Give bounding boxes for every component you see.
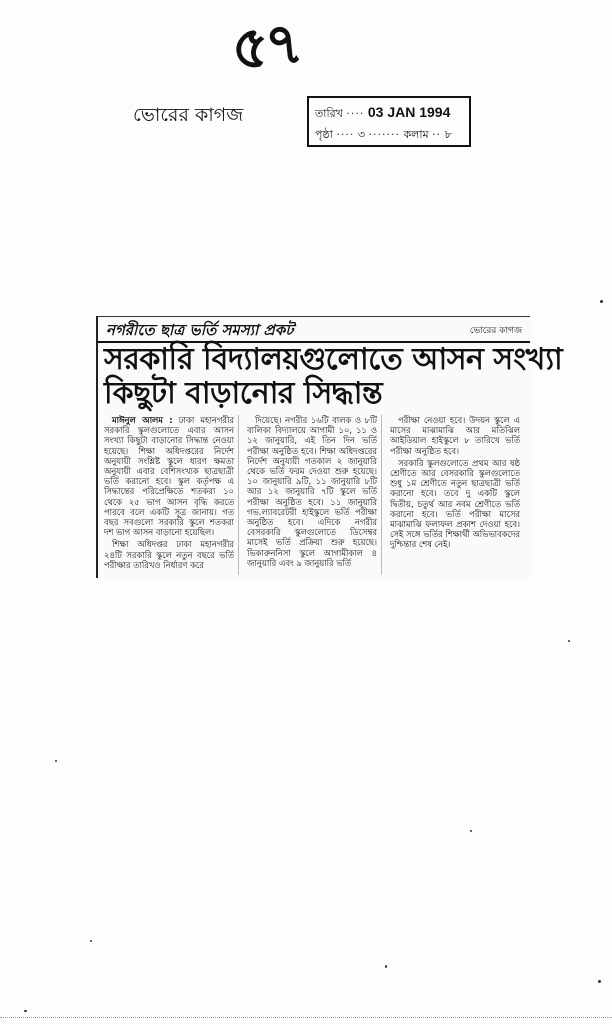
article-paragraph: পরীক্ষা নেওয়া হবে। উদয়ন স্কুলে এ মাসের মাঝামাঝি আর মতিঝিল আইডিয়াল হাইস্কুলে ৮ তারিখে ভর্তি পরীক্ষা অনুষ্ঠিত হবে। <box>390 415 520 456</box>
kicker-headline: নগরীতে ছাত্র ভর্তি সমস্যা প্রকট <box>106 321 294 339</box>
stamp-dots: ···· <box>346 107 365 120</box>
clipping-source-tag: ভোরের কাগজ <box>469 326 522 336</box>
stamp-page-label: পৃষ্ঠা <box>315 128 333 141</box>
stamp-column-label: কলাম <box>403 128 429 141</box>
article-column-1 <box>104 415 239 575</box>
stamp-column-value: ৮ <box>444 128 452 141</box>
newspaper-clipping <box>96 316 563 578</box>
kicker-bar <box>98 319 530 343</box>
article-column-2 <box>247 415 382 575</box>
stamp-page-row <box>315 126 452 145</box>
stamp-page-value: ৩ <box>357 128 365 141</box>
headline-line-1: সরকারি বিদ্যালয়গুলোতে আসন সংখ্যা <box>104 342 563 377</box>
article-column-3 <box>390 415 524 575</box>
article-paragraph: দিয়েছে। নগরীর ১৬টি বালক ও ৮টি বালিকা বিদ্যালয়ে আগামী ১০, ১১ ও ১২ জানুয়ারি, এই তিন দিন ভর্তি পরীক্ষা অনুষ্ঠিত হবে। শিক্ষা অধিদপ্তরের নির্দেশ অনুযায়ী গতকাল ২ জানুয়ারি থেকে ভর্তি ফরম দেওয়া শুরু হয়েছে। ১০ জানুয়ারি ৯টি, ১১ জানুয়ারি ৮টি আর ১২ জানুয়ারি ৭টি স্কুলে ভর্তি পরীক্ষা অনুষ্ঠিত হবে। ১১ জানুয়ারি গভ.ল্যাবরেটরী হাইস্কুলে ভর্তি পরীক্ষা অনুষ্ঠিত হবে। এদিকে নগরীর বেসরকারি স্কুলগুলোতে ডিসেম্বর মাসেই ভর্তি প্রক্রিয়া শুরু হয়েছে। ভিকারুননিসা স্কুলে আগামীকাল ৪ জানুয়ারি এবং ৯ জানুয়ারি ভর্তি <box>247 415 377 568</box>
article-paragraph: শিক্ষা অধিদপ্তর ঢাকা মহানগরীর ২৪টি সরকারি স্কুলে নতুন বছরে ভর্তি পরীক্ষার তারিখও নির্ধারণ করে <box>104 539 234 570</box>
stamp-dots: ······· <box>368 128 400 141</box>
date-stamp <box>307 96 471 147</box>
handwritten-page-number: ৫৭ <box>228 8 303 84</box>
byline: মাঈনুল আলম : <box>112 415 173 425</box>
stamp-date-row <box>315 104 450 124</box>
newspaper-source-handwritten: ভোরের কাগজ <box>133 104 244 126</box>
article-paragraph <box>104 415 234 537</box>
headline-line-2: কিছুটা বাড়ানোর সিদ্ধান্ত <box>104 376 383 411</box>
main-headline <box>104 342 563 411</box>
stamp-date-value: 03 JAN 1994 <box>367 104 451 120</box>
paragraph-text: ঢাকা মহানগরীর সরকারি স্কুলগুলোতে এবার আসন সংখ্যা কিছুটা বাড়ানোর সিদ্ধান্ত নেওয়া হয়েছে। শিক্ষা অধিদপ্তরের নির্দেশ অনুযায়ী সংশ্লিষ্ট স্কুলে ধারণ ক্ষমতা অনুযায়ী এবার বেশিসংখ্যক ছাত্রছাত্রী ভর্তি করানো হবে। স্কুল কর্তৃপক্ষ এ সিদ্ধান্তের পরিপ্রেক্ষিতে শতকরা ১০ থেকে ২৫ ভাগ আসন বৃদ্ধি করতে পারবে বলে একটি সূত্র জানায়। গত বছর সবগুলো সরকারি স্কুলে শতকরা দশ ভাগ আসন বাড়ানো হয়েছিল। <box>104 415 234 538</box>
article-paragraph: সরকারি স্কুলগুলোতে প্রথম আর ষষ্ঠ শ্রেণীতে আর বেসরকারি স্কুলগুলোতে শুধু ১ম শ্রেণীতে নতুন ছাত্রছাত্রী ভর্তি করানো হবে। তবে দু একটি স্কুলে দ্বিতীয়, চতুর্থ আর নবম শ্রেণীতে ভর্তি করানো হবে। ভর্তি পরীক্ষা মাসের মাঝামাঝি ফলাফল প্রকাশ দেওয়া হবে। সেই সঙ্গে ভর্তির শিক্ষার্থী অভিভাবকদের দুশ্চিন্তার শেষ নেই। <box>390 457 520 550</box>
scan-bottom-edge <box>0 1017 612 1024</box>
stamp-date-label: তারিখ <box>315 107 343 120</box>
stamp-dots: ···· <box>336 128 355 141</box>
stamp-dots: ·· <box>432 128 442 141</box>
article-body <box>104 415 524 575</box>
